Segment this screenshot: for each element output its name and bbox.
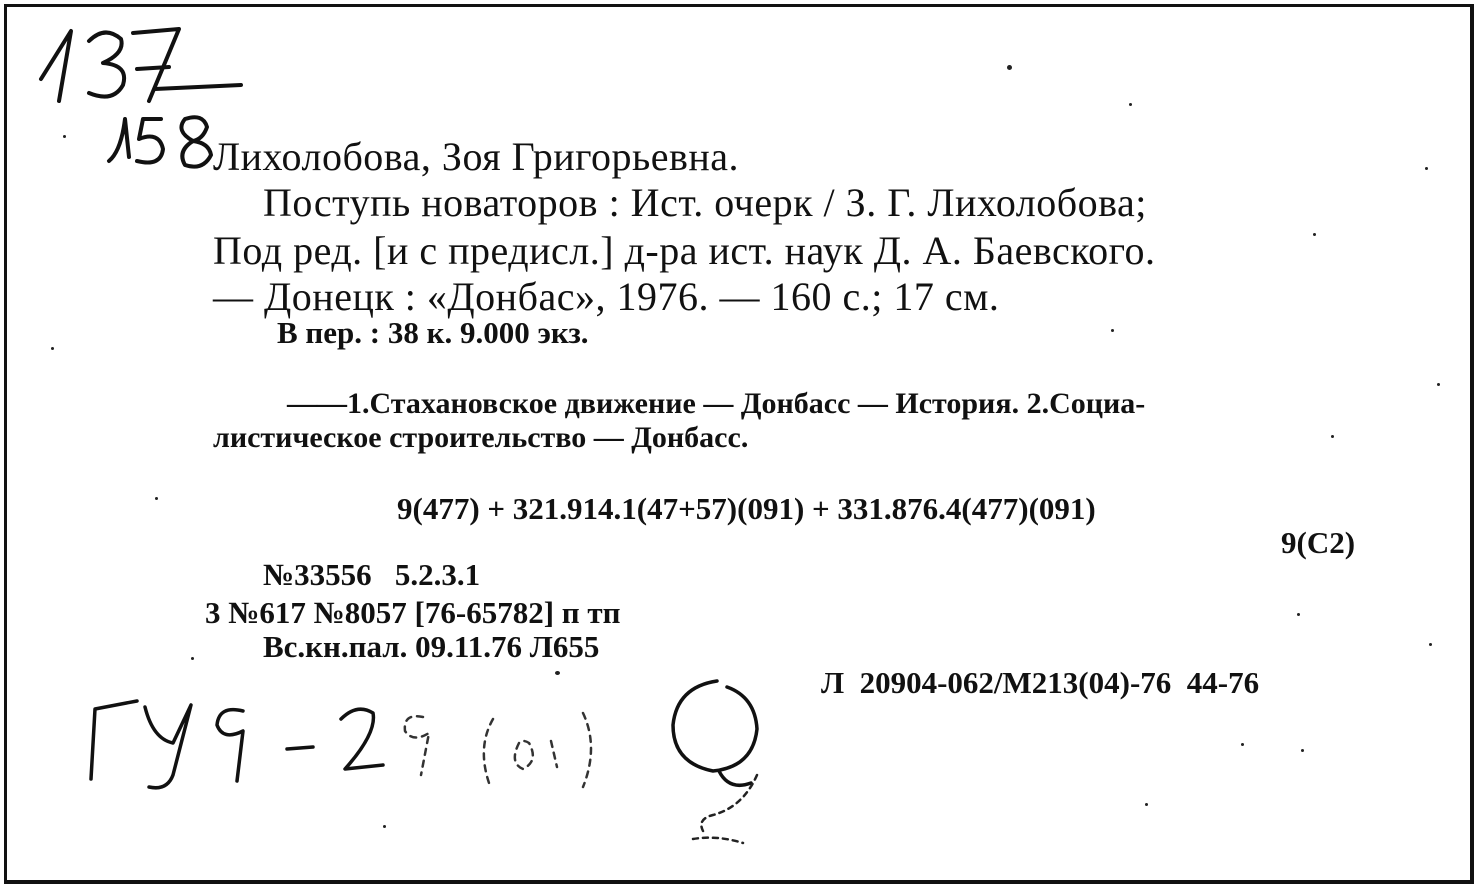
record-line-3: Вс.кн.пал. 09.11.76 Л655	[263, 629, 600, 664]
title-line-2: Под ред. [и с предисл.] д-ра ист. наук Д. А. Баевского.	[213, 228, 1156, 273]
scan-speck	[1425, 167, 1428, 170]
scan-speck	[1437, 383, 1440, 386]
publication-code: Л 20904-062/М213(04)-76 44-76	[821, 665, 1260, 700]
title-line-3: — Донецк : «Донбас», 1976. — 160 с.; 17 см.	[213, 274, 1000, 319]
scan-speck	[51, 347, 54, 350]
author-heading: Лихолобова, Зоя Григорьевна.	[213, 134, 740, 179]
scan-speck	[63, 135, 66, 138]
subjects-line-1: ——1.Стахановское движение — Донбасс — История. 2.Социа-	[287, 387, 1146, 420]
record-line-2: 3 №617 №8057 [76-65782] п тп	[205, 595, 621, 630]
scan-speck	[1313, 233, 1316, 236]
scan-speck	[1111, 329, 1114, 332]
catalog-card	[4, 4, 1474, 884]
scan-speck	[191, 657, 194, 660]
scan-speck	[1429, 643, 1432, 646]
scan-speck	[1007, 65, 1012, 70]
subjects-line-2: листическое строительство — Донбасс.	[213, 421, 749, 454]
handwritten-number-137	[33, 19, 253, 109]
scan-speck	[383, 825, 386, 828]
record-line-1: №33556 5.2.3.1	[263, 557, 481, 592]
scan-speck	[1331, 435, 1334, 438]
scan-speck	[1297, 613, 1300, 616]
price-line: В пер. : 38 к. 9.000 экз.	[277, 315, 589, 350]
classification-line: 9(477) + 321.914.1(47+57)(091) + 331.876.4(477)(091)	[397, 491, 1096, 526]
scan-speck	[1301, 749, 1304, 752]
handwritten-flourish	[657, 667, 797, 867]
scan-speck	[1129, 103, 1132, 106]
scan-speck	[555, 671, 560, 675]
title-line-1: Поступь новаторов : Ист. очерк / З. Г. Лихолобова;	[263, 180, 1147, 225]
handwritten-shelf-mark	[73, 683, 633, 803]
handwritten-call-mark	[103, 111, 223, 181]
scan-speck	[1241, 743, 1244, 746]
scan-speck	[155, 497, 158, 500]
classification-code: 9(С2)	[1281, 525, 1356, 560]
scan-speck	[1145, 803, 1148, 806]
